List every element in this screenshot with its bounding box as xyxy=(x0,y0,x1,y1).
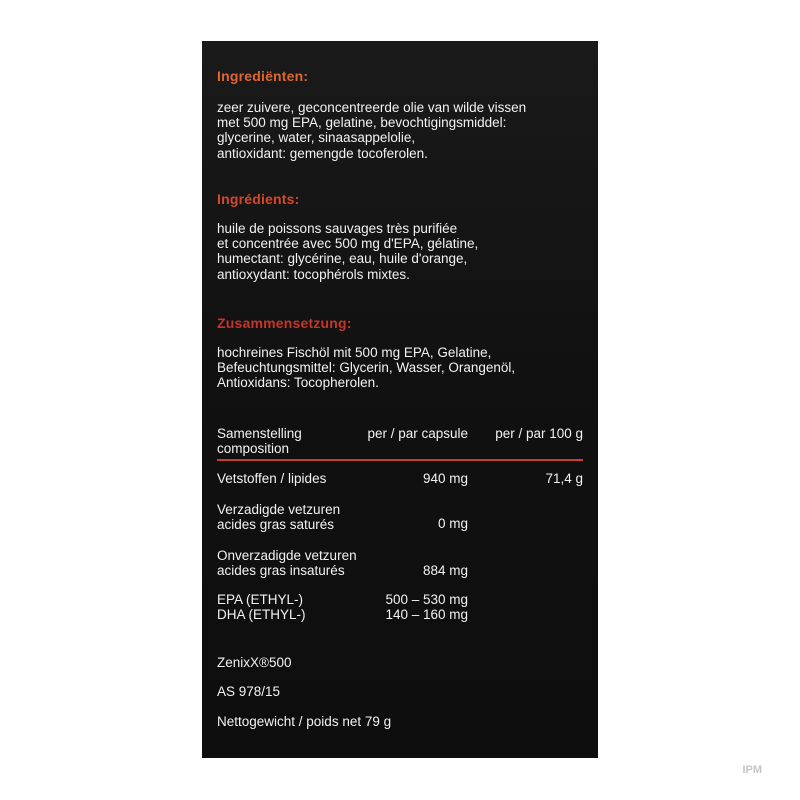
ingredients-text-fr xyxy=(217,221,587,282)
heading-zusammensetzung: Zusammensetzung: xyxy=(217,315,352,331)
ingredient-line: et concentrée avec 500 mg d'EPA, gélatine, xyxy=(217,236,479,252)
product-label-panel xyxy=(202,41,598,758)
ingredient-line: Befeuchtungsmittel: Glycerin, Wasser, Orangenöl, xyxy=(217,360,516,376)
net-weight: Nettogewicht / poids net 79 g xyxy=(217,714,392,729)
heading-ingredients-fr: Ingrédients: xyxy=(217,191,300,207)
row-lipides-per100: 71,4 g xyxy=(545,471,583,486)
ingredient-line: Antioxidans: Tocopherolen. xyxy=(217,375,379,391)
watermark-logo: IPM xyxy=(742,764,762,776)
ingredient-line: hochreines Fischöl mit 500 mg EPA, Gelatine, xyxy=(217,345,492,360)
ingredients-text-de xyxy=(217,345,587,391)
row-lipides-capsule: 940 mg xyxy=(422,471,468,486)
ingredient-line: glycerine, water, sinaasappelolie, xyxy=(217,130,416,146)
ingredient-line: antioxydant: tocophérols mixtes. xyxy=(217,266,410,282)
ingredient-line: huile de poissons sauvages très purifiée xyxy=(217,221,458,236)
row-saturated-label: Verzadigde vetzuren acides gras saturés xyxy=(217,502,341,533)
ingredient-line: antioxidant: gemengde tocoferolen. xyxy=(217,145,428,161)
ingredients-text-nl xyxy=(217,100,587,161)
row-saturated-capsule: 0 mg xyxy=(437,516,468,531)
ingredient-line: humectant: glycérine, eau, huile d'orange, xyxy=(217,251,468,267)
row-lipides-label: Vetstoffen / lipides xyxy=(217,471,327,486)
row-unsaturated-capsule: 884 mg xyxy=(422,563,468,578)
ingredient-line: zeer zuivere, geconcentreerde olie van wilde vissen xyxy=(217,100,527,115)
row-unsaturated-label: Onverzadigde vetzuren acides gras insaturés xyxy=(217,548,357,579)
ingredient-line: met 500 mg EPA, gelatine, bevochtigingsmiddel: xyxy=(217,115,507,131)
heading-ingredienten: Ingrediënten: xyxy=(217,68,309,84)
row-epa-dha-capsule: 500 – 530 mg 140 – 160 mg xyxy=(385,592,468,623)
table-header-composition: Samenstelling composition xyxy=(217,426,302,457)
table-header-per-100g: per / par 100 g xyxy=(495,426,583,441)
table-header-per-capsule: per / par capsule xyxy=(367,426,468,441)
registration-code: AS 978/15 xyxy=(217,684,281,699)
table-divider xyxy=(217,459,583,461)
brand-name: ZenixX®500 xyxy=(217,655,292,670)
row-epa-dha-label: EPA (ETHYL-) DHA (ETHYL-) xyxy=(217,592,306,623)
